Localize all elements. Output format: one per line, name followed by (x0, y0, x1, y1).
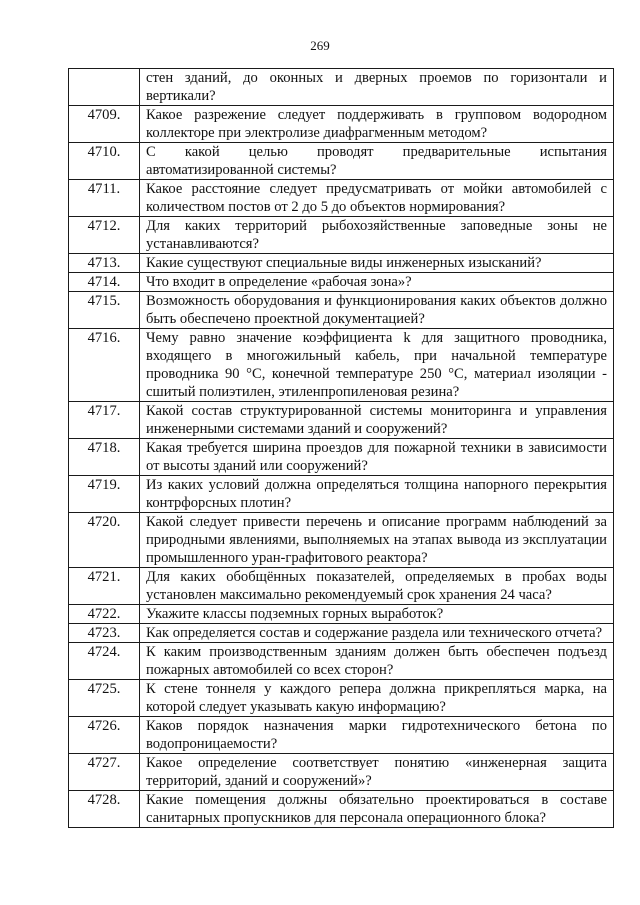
question-text: Укажите классы подземных горных выработок? (140, 605, 614, 624)
question-number (69, 69, 140, 106)
question-text: Какое разрежение следует поддерживать в групповом водородном коллекторе при электролизе диафрагменным методом? (140, 106, 614, 143)
question-text: Какой состав структурированной системы мониторинга и управления инженерными системами зданий и сооружений? (140, 402, 614, 439)
question-text: Какое определение соответствует понятию «инженерная защита территорий, зданий и сооружений»? (140, 754, 614, 791)
table-row (69, 568, 614, 605)
questions-table (68, 68, 614, 828)
question-number: 4711. (69, 180, 140, 217)
question-number: 4717. (69, 402, 140, 439)
table-row (69, 402, 614, 439)
question-text: Какой следует привести перечень и описание программ наблюдений за природными явлениями, выполняемых на этапах вывода из эксплуатации промышленного уран-графитового реактора? (140, 513, 614, 568)
question-number: 4726. (69, 717, 140, 754)
table-row (69, 754, 614, 791)
question-number: 4718. (69, 439, 140, 476)
table-row (69, 624, 614, 643)
questions-table-body (69, 69, 614, 828)
page-number: 269 (310, 38, 330, 53)
question-number: 4724. (69, 643, 140, 680)
table-row (69, 180, 614, 217)
question-number: 4728. (69, 791, 140, 828)
table-row (69, 254, 614, 273)
question-number: 4719. (69, 476, 140, 513)
table-row (69, 329, 614, 402)
question-text: Какие существуют специальные виды инженерных изысканий? (140, 254, 614, 273)
table-row (69, 476, 614, 513)
table-row (69, 791, 614, 828)
question-number: 4714. (69, 273, 140, 292)
question-text: Какие помещения должны обязательно проектироваться в составе санитарных пропускников для персонала операционного блока? (140, 791, 614, 828)
question-text: Возможность оборудования и функционирования каких объектов должно быть обеспечено проектной документацией? (140, 292, 614, 329)
question-number: 4712. (69, 217, 140, 254)
question-text: Как определяется состав и содержание раздела или технического отчета? (140, 624, 614, 643)
question-number: 4709. (69, 106, 140, 143)
table-row (69, 273, 614, 292)
table-row (69, 439, 614, 476)
table-row (69, 106, 614, 143)
question-text: К каким производственным зданиям должен быть обеспечен подъезд пожарных автомобилей со всех сторон? (140, 643, 614, 680)
question-number: 4720. (69, 513, 140, 568)
table-row (69, 292, 614, 329)
question-number: 4716. (69, 329, 140, 402)
question-number: 4727. (69, 754, 140, 791)
question-number: 4722. (69, 605, 140, 624)
question-text: стен зданий, до оконных и дверных проемов по горизонтали и вертикали? (140, 69, 614, 106)
table-row (69, 69, 614, 106)
question-number: 4710. (69, 143, 140, 180)
question-text: Из каких условий должна определяться толщина напорного перекрытия контрфорсных плотин? (140, 476, 614, 513)
question-text: Для каких территорий рыбохозяйственные заповедные зоны не устанавливаются? (140, 217, 614, 254)
question-text: К стене тоннеля у каждого репера должна прикрепляться марка, на которой следует указывать какую информацию? (140, 680, 614, 717)
table-row (69, 680, 614, 717)
question-text: Чему равно значение коэффициента k для защитного проводника, входящего в многожильный кабель, при начальной температуре проводника 90 °С, конечной температуре 250 °С, материал изоляции - сшитый полиэтилен, этиленпропиленовая резина? (140, 329, 614, 402)
question-text: Что входит в определение «рабочая зона»? (140, 273, 614, 292)
question-text: Для каких обобщённых показателей, определяемых в пробах воды установлен максимально рекомендуемый срок хранения 24 часа? (140, 568, 614, 605)
table-row (69, 143, 614, 180)
table-row (69, 605, 614, 624)
table-row (69, 643, 614, 680)
question-number: 4721. (69, 568, 140, 605)
question-text: Какая требуется ширина проездов для пожарной техники в зависимости от высоты зданий или сооружений? (140, 439, 614, 476)
question-text: Какое расстояние следует предусматривать от мойки автомобилей с количеством постов от 2 до 5 до объектов нормирования? (140, 180, 614, 217)
table-row (69, 717, 614, 754)
question-text: Каков порядок назначения марки гидротехнического бетона по водопроницаемости? (140, 717, 614, 754)
table-row (69, 513, 614, 568)
question-number: 4725. (69, 680, 140, 717)
question-number: 4715. (69, 292, 140, 329)
question-number: 4723. (69, 624, 140, 643)
question-text: С какой целью проводят предварительные испытания автоматизированной системы? (140, 143, 614, 180)
question-number: 4713. (69, 254, 140, 273)
table-row (69, 217, 614, 254)
